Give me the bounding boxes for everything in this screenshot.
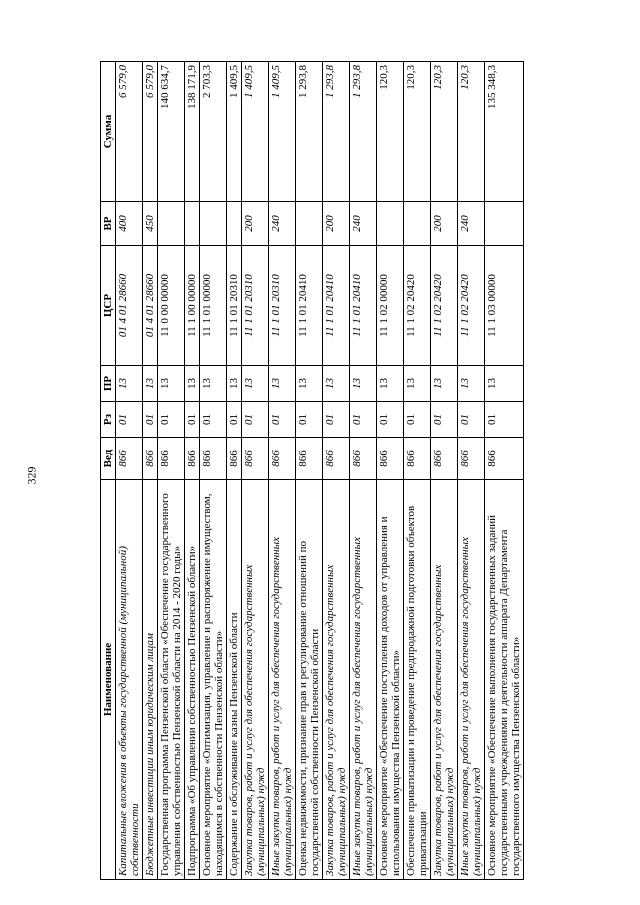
cell-vea: 866 bbox=[200, 438, 227, 480]
cell-sum: 1 409,5 bbox=[227, 62, 242, 202]
cell-pr: 13 bbox=[269, 366, 296, 402]
cell-vea: 866 bbox=[296, 438, 323, 480]
cell-pr: 13 bbox=[431, 366, 458, 402]
table-row bbox=[242, 62, 269, 880]
cell-vr: 200 bbox=[242, 202, 269, 246]
cell-pr: 13 bbox=[350, 366, 377, 402]
cell-csr: 11 1 00 00000 bbox=[185, 246, 200, 366]
cell-rz: 01 bbox=[227, 402, 242, 438]
cell-vea: 866 bbox=[323, 438, 350, 480]
cell-name: Обеспечение приватизации и проведение предпродажной подготовки объектов приватизации bbox=[404, 480, 431, 880]
cell-rz: 01 bbox=[200, 402, 227, 438]
cell-pr: 13 bbox=[143, 366, 158, 402]
cell-name: Капитальные вложения в объекты государственной (муниципальной) собственности bbox=[116, 480, 143, 880]
cell-sum: 135 348,3 bbox=[485, 62, 524, 202]
cell-csr: 11 1 01 20310 bbox=[242, 246, 269, 366]
cell-vr: 240 bbox=[458, 202, 485, 246]
cell-name: Подпрограмма «Об управлении собственностью Пензенской области» bbox=[185, 480, 200, 880]
cell-vr bbox=[227, 202, 242, 246]
cell-rz: 01 bbox=[158, 402, 185, 438]
cell-rz: 01 bbox=[485, 402, 524, 438]
cell-vea: 866 bbox=[158, 438, 185, 480]
cell-name: Закупка товаров, работ и услуг для обеспечения государственных (муниципальных) нужд bbox=[242, 480, 269, 880]
table-row bbox=[377, 62, 404, 880]
cell-name: Бюджетные инвестиции иным юридическим лицам bbox=[143, 480, 158, 880]
cell-csr: 11 1 02 20420 bbox=[431, 246, 458, 366]
cell-csr: 11 1 03 00000 bbox=[485, 246, 524, 366]
cell-name: Закупка товаров, работ и услуг для обеспечения государственных (муниципальных) нужд bbox=[323, 480, 350, 880]
cell-vr bbox=[200, 202, 227, 246]
cell-vr bbox=[377, 202, 404, 246]
cell-vr: 200 bbox=[431, 202, 458, 246]
cell-csr: 11 1 01 20310 bbox=[227, 246, 242, 366]
cell-pr: 13 bbox=[377, 366, 404, 402]
cell-vr bbox=[296, 202, 323, 246]
cell-rz: 01 bbox=[458, 402, 485, 438]
cell-sum: 120,3 bbox=[377, 62, 404, 202]
cell-pr: 13 bbox=[227, 366, 242, 402]
table-row bbox=[431, 62, 458, 880]
cell-vr: 240 bbox=[269, 202, 296, 246]
header-vr: ВР bbox=[101, 202, 116, 246]
cell-name: Иные закупки товаров, работ и услуг для обеспечения государственных (муниципальных) нужд bbox=[269, 480, 296, 880]
table-row bbox=[458, 62, 485, 880]
cell-pr: 13 bbox=[458, 366, 485, 402]
cell-vr: 450 bbox=[143, 202, 158, 246]
cell-vr: 400 bbox=[116, 202, 143, 246]
cell-name: Иные закупки товаров, работ и услуг для обеспечения государственных (муниципальных) нужд bbox=[350, 480, 377, 880]
cell-name: Основное мероприятие «Обеспечение поступления доходов от управления и использования имущества Пензенской области» bbox=[377, 480, 404, 880]
table-row bbox=[227, 62, 242, 880]
cell-vea: 866 bbox=[185, 438, 200, 480]
cell-csr: 11 1 02 20420 bbox=[458, 246, 485, 366]
cell-pr: 13 bbox=[404, 366, 431, 402]
cell-csr: 01 4 01 28660 bbox=[116, 246, 143, 366]
cell-vr bbox=[404, 202, 431, 246]
cell-vr bbox=[485, 202, 524, 246]
table-row bbox=[200, 62, 227, 880]
header-sum: Сумма bbox=[101, 62, 116, 202]
header-name: Наименование bbox=[101, 480, 116, 880]
cell-vea: 866 bbox=[377, 438, 404, 480]
table-row bbox=[485, 62, 524, 880]
cell-sum: 120,3 bbox=[458, 62, 485, 202]
table-row bbox=[350, 62, 377, 880]
cell-vea: 866 bbox=[350, 438, 377, 480]
cell-sum: 6 579,0 bbox=[143, 62, 158, 202]
cell-pr: 13 bbox=[200, 366, 227, 402]
cell-csr: 11 1 01 00000 bbox=[200, 246, 227, 366]
cell-pr: 13 bbox=[116, 366, 143, 402]
rotated-table-wrapper bbox=[100, 62, 524, 880]
cell-pr: 13 bbox=[158, 366, 185, 402]
cell-vea: 866 bbox=[431, 438, 458, 480]
cell-sum: 1 293,8 bbox=[296, 62, 323, 202]
cell-sum: 120,3 bbox=[431, 62, 458, 202]
cell-name: Содержание и обслуживание казны Пензенской области bbox=[227, 480, 242, 880]
cell-sum: 1 293,8 bbox=[323, 62, 350, 202]
cell-name: Основное мероприятие «Оптимизация, управление и распоряжение имуществом, находящимся в собственности Пензенской области» bbox=[200, 480, 227, 880]
cell-vr: 240 bbox=[350, 202, 377, 246]
table-row bbox=[404, 62, 431, 880]
cell-csr: 11 0 00 00000 bbox=[158, 246, 185, 366]
cell-sum: 6 579,0 bbox=[116, 62, 143, 202]
header-vea: Вед bbox=[101, 438, 116, 480]
cell-rz: 01 bbox=[269, 402, 296, 438]
cell-sum: 1 409,5 bbox=[269, 62, 296, 202]
cell-vea: 866 bbox=[143, 438, 158, 480]
cell-rz: 01 bbox=[116, 402, 143, 438]
cell-sum: 140 634,7 bbox=[158, 62, 185, 202]
table-header-row bbox=[101, 62, 116, 880]
cell-vea: 866 bbox=[269, 438, 296, 480]
table-row bbox=[158, 62, 185, 880]
cell-csr: 01 4 01 28660 bbox=[143, 246, 158, 366]
cell-vea: 866 bbox=[404, 438, 431, 480]
cell-csr: 11 1 01 20410 bbox=[350, 246, 377, 366]
cell-sum: 120,3 bbox=[404, 62, 431, 202]
cell-rz: 01 bbox=[242, 402, 269, 438]
cell-rz: 01 bbox=[377, 402, 404, 438]
cell-vea: 866 bbox=[242, 438, 269, 480]
table-row bbox=[269, 62, 296, 880]
cell-sum: 138 171,9 bbox=[185, 62, 200, 202]
cell-rz: 01 bbox=[431, 402, 458, 438]
cell-name: Закупка товаров, работ и услуг для обеспечения государственных (муниципальных) нужд bbox=[431, 480, 458, 880]
cell-name: Основное мероприятие «Обеспечение выполнения государственных заданий государственными учреждениями и деятельности аппарата Департамента государственного имущества Пензенской области» bbox=[485, 480, 524, 880]
cell-name: Оценка недвижимости, признание прав и регулирование отношений по государственной собственности Пензенской области bbox=[296, 480, 323, 880]
cell-rz: 01 bbox=[185, 402, 200, 438]
cell-vea: 866 bbox=[458, 438, 485, 480]
cell-rz: 01 bbox=[323, 402, 350, 438]
table-row bbox=[185, 62, 200, 880]
cell-vr bbox=[185, 202, 200, 246]
table-row bbox=[323, 62, 350, 880]
cell-vea: 866 bbox=[227, 438, 242, 480]
cell-pr: 13 bbox=[485, 366, 524, 402]
header-rz: Рз bbox=[101, 402, 116, 438]
table-row bbox=[296, 62, 323, 880]
cell-pr: 13 bbox=[185, 366, 200, 402]
cell-rz: 01 bbox=[296, 402, 323, 438]
cell-csr: 11 1 02 00000 bbox=[377, 246, 404, 366]
table-row bbox=[143, 62, 158, 880]
cell-vea: 866 bbox=[116, 438, 143, 480]
cell-csr: 11 1 01 20310 bbox=[269, 246, 296, 366]
cell-csr: 11 1 01 20410 bbox=[323, 246, 350, 366]
cell-pr: 13 bbox=[323, 366, 350, 402]
header-csr: ЦСР bbox=[101, 246, 116, 366]
cell-vr: 200 bbox=[323, 202, 350, 246]
cell-pr: 13 bbox=[242, 366, 269, 402]
page-number: 329 bbox=[24, 466, 39, 485]
cell-csr: 11 1 01 20410 bbox=[296, 246, 323, 366]
cell-pr: 13 bbox=[296, 366, 323, 402]
cell-sum: 2 703,3 bbox=[200, 62, 227, 202]
cell-sum: 1 293,8 bbox=[350, 62, 377, 202]
budget-table bbox=[100, 61, 524, 880]
header-pr: ПР bbox=[101, 366, 116, 402]
cell-name: Государственная программа Пензенской области «Обеспечение государственного управления собственностью Пензенской области на 2014 - 2020 годы» bbox=[158, 480, 185, 880]
cell-vr bbox=[158, 202, 185, 246]
table-row bbox=[116, 62, 143, 880]
cell-csr: 11 1 02 20420 bbox=[404, 246, 431, 366]
cell-sum: 1 409,5 bbox=[242, 62, 269, 202]
table-body bbox=[116, 62, 524, 880]
cell-rz: 01 bbox=[350, 402, 377, 438]
cell-name: Иные закупки товаров, работ и услуг для обеспечения государственных (муниципальных) нужд bbox=[458, 480, 485, 880]
cell-rz: 01 bbox=[404, 402, 431, 438]
cell-rz: 01 bbox=[143, 402, 158, 438]
cell-vea: 866 bbox=[485, 438, 524, 480]
